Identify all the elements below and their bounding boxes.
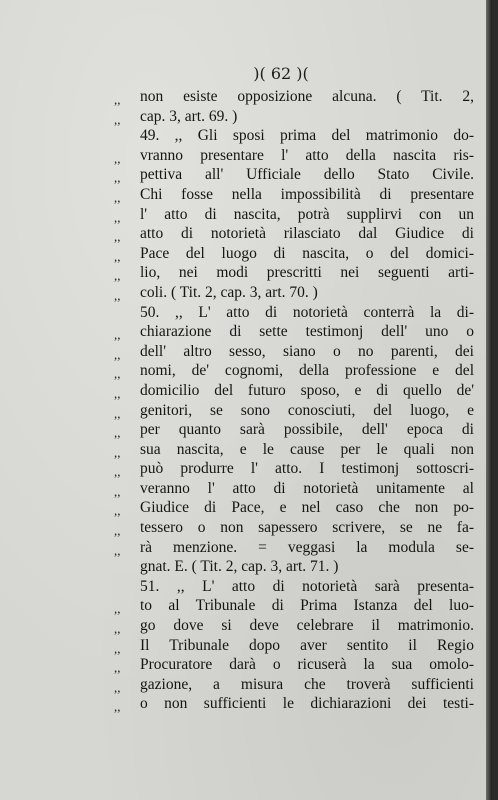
quote-marker: ,, xyxy=(114,287,121,303)
text-line xyxy=(114,224,474,245)
quote-marker: ,, xyxy=(114,601,121,617)
quote-marker: ,, xyxy=(114,170,121,186)
line-text: cap. 3, art. 69. ) xyxy=(140,107,238,125)
line-text: Chi fosse nella impossibilità di presentare xyxy=(140,185,474,203)
line-text: veranno l' atto di notorietà unitamente al xyxy=(140,479,474,497)
quote-marker: ,, xyxy=(114,346,121,362)
line-text: go dove si deve celebrare il matrimonio. xyxy=(140,617,474,635)
page-number: )( 62 )( xyxy=(253,64,309,83)
text-line xyxy=(114,420,474,441)
text-line xyxy=(114,381,474,401)
text-line xyxy=(114,342,474,362)
quote-marker: ,, xyxy=(114,483,121,499)
text-line xyxy=(114,263,474,284)
line-text: vranno presentare l' atto della nascita ris- xyxy=(140,146,474,164)
text-line xyxy=(114,479,474,499)
line-text: gazione, a misura che troverà sufficienti xyxy=(140,675,474,693)
quote-marker: ,, xyxy=(114,444,121,460)
text-line xyxy=(118,303,474,323)
text-line xyxy=(118,557,474,577)
quote-marker: ,, xyxy=(114,503,121,519)
quote-marker: ,, xyxy=(114,229,121,245)
text-line xyxy=(118,577,474,597)
quote-marker: ,, xyxy=(114,327,121,343)
line-text: l' atto di nascita, potrà supplirvi con un xyxy=(140,205,474,223)
line-text: gnat. E. ( Tit. 2, cap. 3, art. 71. ) xyxy=(140,558,339,576)
line-text: Pace del luogo di nascita, o del domici- xyxy=(140,244,474,262)
quote-marker: ,, xyxy=(114,464,121,480)
text-line xyxy=(114,694,474,715)
line-text: Giudice di Pace, e nel caso che non po- xyxy=(140,499,474,517)
text-line xyxy=(114,107,474,127)
text-line xyxy=(114,616,474,637)
quote-marker: ,, xyxy=(114,699,121,715)
line-text: o non sufficienti le dichiarazioni dei testi- xyxy=(140,695,474,713)
text-line xyxy=(118,126,474,146)
text-line xyxy=(114,675,474,695)
line-text: pettiva all' Ufficiale dello Stato Civile. xyxy=(140,166,474,184)
quote-marker: ,, xyxy=(114,679,121,695)
quote-marker: ,, xyxy=(114,385,121,401)
line-text: non esiste opposizione alcuna. ( Tit. 2, xyxy=(140,88,474,105)
line-text: nomi, de' cognomi, della professione e del xyxy=(140,362,474,380)
line-text: chiarazione di sette testimonj dell' uno o xyxy=(140,323,474,341)
line-text: domicilio del futuro sposo, e di quello de' xyxy=(140,381,474,399)
text-line xyxy=(114,596,474,617)
text-line xyxy=(114,322,474,343)
quote-marker: ,, xyxy=(114,248,121,264)
text-line xyxy=(114,655,474,676)
quote-marker: ,, xyxy=(114,150,121,166)
text-line xyxy=(114,401,474,421)
line-text: 49. ,, Gli sposi prima del matrimonio do- xyxy=(140,127,474,145)
line-text: dell' altro sesso, siano o no parenti, dei xyxy=(140,342,474,360)
line-text: tessero o non sapessero scrivere, se ne fa- xyxy=(140,519,474,537)
text-line xyxy=(114,165,474,186)
quote-marker: ,, xyxy=(114,523,121,539)
line-text: può produrre l' atto. I testimonj sottoscri- xyxy=(140,460,474,478)
line-text: Il Tribunale dopo aver sentito il Regio xyxy=(140,636,474,654)
quote-marker: ,, xyxy=(114,366,121,382)
text-line xyxy=(114,283,474,303)
line-text: 51. ,, L' atto di notorietà sarà presenta- xyxy=(140,577,474,595)
text-line xyxy=(114,636,474,656)
quote-marker: ,, xyxy=(114,209,121,225)
line-text: sua nascita, e le cause per le quali non xyxy=(140,440,474,458)
line-text: 50. ,, L' atto di notorietà conterrà la di- xyxy=(140,303,474,321)
text-line xyxy=(114,498,474,519)
line-text: lio, nei modi prescritti nei seguenti arti- xyxy=(140,264,474,282)
line-text: Procuratore darà o ricuserà la sua omolo- xyxy=(140,656,474,674)
quote-marker: ,, xyxy=(114,621,121,637)
quote-marker: ,, xyxy=(114,660,121,676)
text-line xyxy=(114,205,474,225)
quote-marker: ,, xyxy=(114,189,121,205)
line-text: rà menzione. = veggasi la modula se- xyxy=(140,538,474,556)
text-line xyxy=(114,185,474,205)
quote-marker: ,, xyxy=(114,425,121,441)
line-text: atto di notorietà rilasciato dal Giudice di xyxy=(140,225,474,243)
text-line xyxy=(114,459,474,480)
quote-marker: ,, xyxy=(114,542,121,558)
text-line xyxy=(114,538,474,558)
quote-marker: ,, xyxy=(114,111,121,127)
text-line xyxy=(114,361,474,382)
text-line xyxy=(114,87,474,107)
text-line xyxy=(114,146,474,166)
page-edge-shadow xyxy=(486,0,492,800)
body-text xyxy=(114,87,474,715)
quote-marker: ,, xyxy=(114,405,121,421)
line-text: per quanto sarà possibile, dell' epoca di xyxy=(140,421,474,439)
text-line xyxy=(114,244,474,264)
text-line xyxy=(114,440,474,460)
text-line xyxy=(114,518,474,539)
quote-marker: ,, xyxy=(114,640,121,656)
line-text: to al Tribunale di Prima Istanza del luo- xyxy=(140,597,474,615)
line-text: coli. ( Tit. 2, cap. 3, art. 70. ) xyxy=(140,283,318,301)
quote-marker: ,, xyxy=(114,92,121,107)
line-text: genitori, se sono conosciuti, del luogo, e xyxy=(140,401,474,419)
quote-marker: ,, xyxy=(114,268,121,284)
